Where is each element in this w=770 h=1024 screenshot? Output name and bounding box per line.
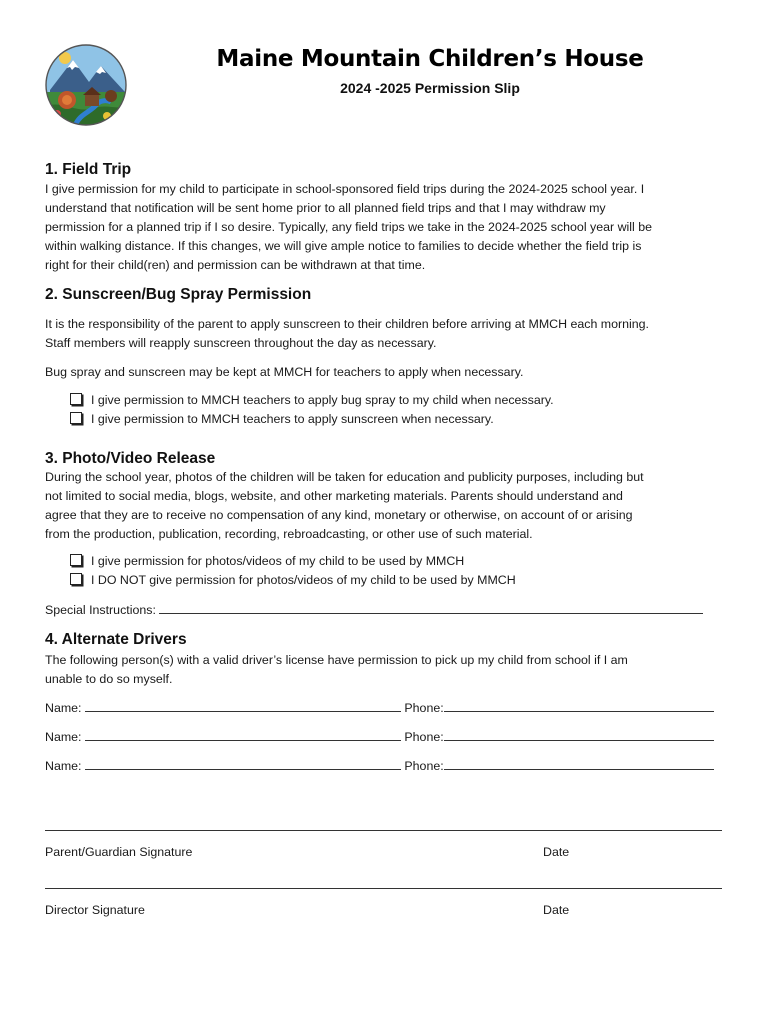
checkbox[interactable] (70, 573, 82, 585)
sunscreen-storage-text: Bug spray and sunscreen may be kept at MMCH for teachers to apply when necessary. (45, 365, 524, 379)
text-line: right for their child(ren) and permission can be withdrawn at that time. (45, 258, 426, 272)
page-subtitle: 2024 -2025 Permission Slip (340, 80, 520, 96)
checkbox[interactable] (70, 554, 82, 566)
text-line: from the production, publication, recording, rebroadcasting, or other use of such material. (45, 527, 533, 541)
section-heading-sunscreen: 2. Sunscreen/Bug Spray Permission (45, 286, 312, 303)
photo-deny-checkbox-option[interactable] (70, 571, 516, 590)
parent-signature-label: Parent/Guardian Signature (45, 845, 193, 859)
director-date-label: Date (543, 903, 570, 917)
checkbox-label: I give permission to MMCH teachers to apply sunscreen when necessary. (91, 412, 494, 426)
driver-row (45, 728, 714, 744)
sunscreen-text (45, 315, 730, 353)
phone-field[interactable] (444, 757, 714, 770)
photo-permit-checkbox-option[interactable] (70, 552, 464, 571)
text-line: I give permission for my child to participate in school-sponsored field trips during the 2024-2025 school year. I (45, 182, 645, 196)
parent-signature-line[interactable] (45, 830, 722, 831)
section-heading-drivers: 4. Alternate Drivers (45, 631, 187, 648)
checkbox-label: I give permission to MMCH teachers to apply bug spray to my child when necessary. (91, 393, 554, 407)
phone-label: Phone: (404, 701, 444, 715)
text-line: It is the responsibility of the parent to apply sunscreen to their children before arriving at MMCH each morning. (45, 317, 649, 331)
section-heading-field-trip: 1. Field Trip (45, 161, 132, 178)
text-line: During the school year, photos of the children will be taken for education and publicity purposes, including but (45, 470, 644, 484)
bug-spray-checkbox-option[interactable] (70, 391, 554, 410)
special-instructions-label: Special Instructions: (45, 603, 156, 617)
photo-text (45, 468, 730, 544)
section-heading-photo: 3. Photo/Video Release (45, 450, 216, 467)
text-line: permission for a planned trip if I so desire. Typically, any field trips we take in the 2024-2025 school year will be (45, 220, 652, 234)
checkbox[interactable] (70, 393, 82, 405)
name-field[interactable] (85, 757, 401, 770)
phone-label: Phone: (404, 730, 444, 744)
driver-row (45, 699, 714, 715)
name-label: Name: (45, 759, 82, 773)
phone-label: Phone: (404, 759, 444, 773)
director-signature-label: Director Signature (45, 903, 145, 917)
page-title: Maine Mountain Children’s House (216, 46, 644, 72)
text-line: agree that they are to receive no compensation of any kind, monetary or otherwise, on account of or arising (45, 508, 633, 522)
phone-field[interactable] (444, 728, 714, 741)
field-trip-text (45, 180, 730, 275)
text-line: Staff members will reapply sunscreen throughout the day as necessary. (45, 336, 437, 350)
director-signature-line[interactable] (45, 888, 722, 889)
special-instructions-row (45, 601, 703, 617)
text-line: unable to do so myself. (45, 672, 173, 686)
text-line: understand that notification will be sent home prior to all planned field trips and that I may withdraw my (45, 201, 606, 215)
text-line: within walking distance. If this changes, we will give ample notice to families to decide whether the field trip is (45, 239, 642, 253)
parent-date-label: Date (543, 845, 570, 859)
phone-field[interactable] (444, 699, 714, 712)
sunscreen-checkbox-option[interactable] (70, 410, 494, 429)
name-label: Name: (45, 730, 82, 744)
text-line: not limited to social media, blogs, website, and other marketing materials. Parents should understand and (45, 489, 623, 503)
checkbox[interactable] (70, 412, 82, 424)
name-field[interactable] (85, 699, 401, 712)
text-line: The following person(s) with a valid driver’s license have permission to pick up my child from school if I am (45, 653, 628, 667)
name-field[interactable] (85, 728, 401, 741)
driver-row (45, 757, 714, 773)
checkbox-label: I give permission for photos/videos of my child to be used by MMCH (91, 554, 465, 568)
checkbox-label: I DO NOT give permission for photos/videos of my child to be used by MMCH (91, 573, 516, 587)
drivers-text (45, 651, 730, 689)
special-instructions-field[interactable] (159, 601, 703, 614)
name-label: Name: (45, 701, 82, 715)
